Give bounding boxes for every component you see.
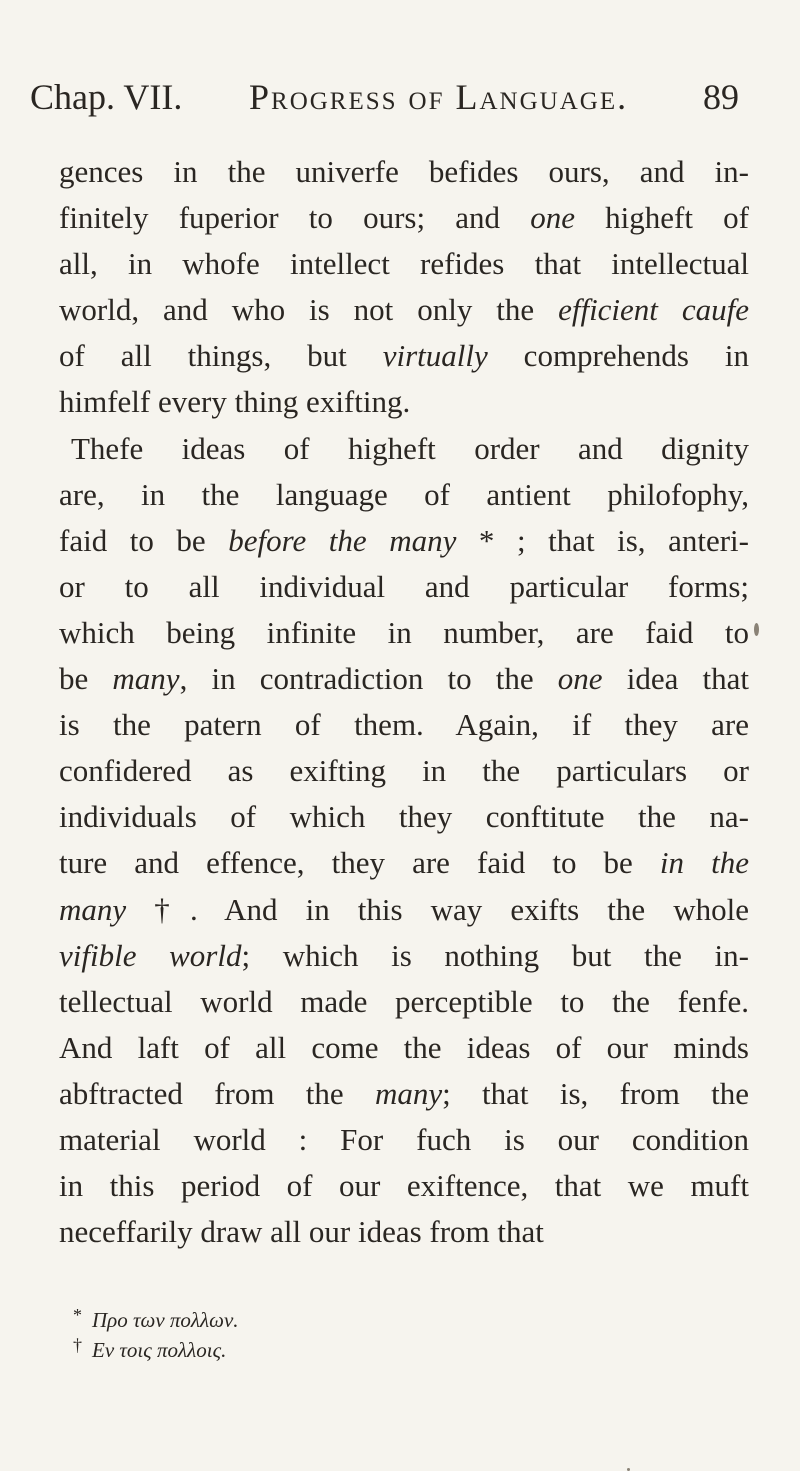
italic-phrase: virtually bbox=[382, 338, 488, 374]
text-line bbox=[59, 564, 749, 610]
text-line bbox=[59, 1071, 749, 1117]
text-run: of all things, but bbox=[59, 338, 383, 374]
text-line bbox=[59, 656, 749, 702]
text-run: higheft of bbox=[574, 200, 749, 236]
text-run: And laft of all come the ideas of our minds bbox=[59, 1029, 749, 1065]
footnote-text: Προ των πολλων. bbox=[92, 1308, 239, 1332]
italic-phrase: one bbox=[530, 200, 575, 236]
text-run: idea that bbox=[602, 661, 749, 697]
running-title: Progress of Language. bbox=[249, 77, 629, 117]
text-line bbox=[59, 195, 749, 241]
text-line bbox=[59, 1117, 749, 1163]
chapter-label: Chap. VII. bbox=[30, 77, 183, 117]
text-run: individuals of which they conftitute the na- bbox=[59, 799, 749, 835]
text-line bbox=[59, 702, 749, 748]
text-run: * ; that is, anteri- bbox=[456, 522, 749, 558]
italic-phrase: many bbox=[374, 1075, 443, 1111]
body-text bbox=[59, 149, 749, 1255]
text-run: abftracted from the bbox=[59, 1075, 375, 1111]
text-line bbox=[59, 979, 749, 1025]
footnote bbox=[73, 1330, 473, 1360]
text-run: is the patern of them. Again, if they are bbox=[59, 707, 749, 743]
italic-phrase: many bbox=[112, 661, 180, 697]
running-header bbox=[30, 72, 790, 122]
text-line bbox=[59, 379, 749, 425]
footnote-text: Εν τοις πολλοις. bbox=[92, 1338, 227, 1362]
text-run: ; that is, from the bbox=[442, 1075, 750, 1111]
text-run: Thefe ideas of higheft order and dignity bbox=[71, 430, 749, 466]
text-line bbox=[59, 1025, 749, 1071]
text-line bbox=[59, 887, 749, 933]
italic-phrase: in the bbox=[659, 845, 749, 881]
italic-phrase: one bbox=[557, 661, 603, 697]
text-run: world, and who is not only the bbox=[59, 292, 559, 328]
text-line bbox=[59, 748, 749, 794]
text-line bbox=[59, 1209, 749, 1255]
text-line bbox=[59, 610, 749, 656]
text-run: finitely fuperior to ours; and bbox=[59, 200, 531, 236]
text-run: confidered as exifting in the particulars or bbox=[59, 753, 749, 789]
page-number: 89 bbox=[703, 77, 739, 117]
text-run: be bbox=[59, 661, 113, 697]
text-line bbox=[59, 241, 749, 287]
text-run: comprehends in bbox=[487, 338, 750, 374]
text-line bbox=[59, 1163, 749, 1209]
italic-phrase: vifible world bbox=[59, 937, 242, 973]
text-run: faid to be bbox=[59, 522, 229, 558]
italic-phrase: many bbox=[59, 891, 127, 927]
text-run: are, in the language of antient philofophy, bbox=[59, 476, 749, 512]
text-run: material world : For fuch is our condition bbox=[59, 1121, 749, 1157]
text-line bbox=[59, 149, 749, 195]
footnote-marker: * bbox=[73, 1305, 82, 1325]
italic-phrase: before the many bbox=[228, 522, 457, 558]
text-line bbox=[59, 794, 749, 840]
text-run: , in contradiction to the bbox=[179, 661, 558, 697]
footnotes bbox=[73, 1300, 473, 1360]
text-run: †. And in this way exifts the whole bbox=[126, 891, 749, 927]
text-run: or to all individual and particular forms; bbox=[59, 568, 749, 604]
paper-speck bbox=[754, 623, 759, 636]
italic-phrase: efficient caufe bbox=[558, 292, 749, 328]
text-run: in this period of our exiftence, that we muft bbox=[59, 1168, 749, 1204]
text-run: tellectual world made perceptible to the fenfe. bbox=[59, 983, 749, 1019]
text-run: all, in whofe intellect refides that intellectual bbox=[59, 246, 749, 282]
text-line bbox=[59, 933, 749, 979]
text-line bbox=[59, 287, 749, 333]
text-line bbox=[59, 840, 749, 886]
text-run: which being infinite in number, are faid to bbox=[59, 614, 749, 650]
footnote bbox=[73, 1300, 473, 1330]
text-line bbox=[59, 426, 749, 472]
text-line bbox=[59, 333, 749, 379]
text-line bbox=[59, 518, 749, 564]
text-run: gences in the univerfe befides ours, and in- bbox=[59, 154, 749, 189]
text-run: himfelf every thing exifting. bbox=[59, 384, 411, 420]
footnote-marker: † bbox=[73, 1335, 82, 1355]
text-run: neceffarily draw all our ideas from that bbox=[59, 1214, 544, 1250]
text-line bbox=[59, 472, 749, 518]
text-run: ; which is nothing but the in- bbox=[241, 937, 749, 973]
text-run: ture and effence, they are faid to be bbox=[59, 845, 660, 881]
